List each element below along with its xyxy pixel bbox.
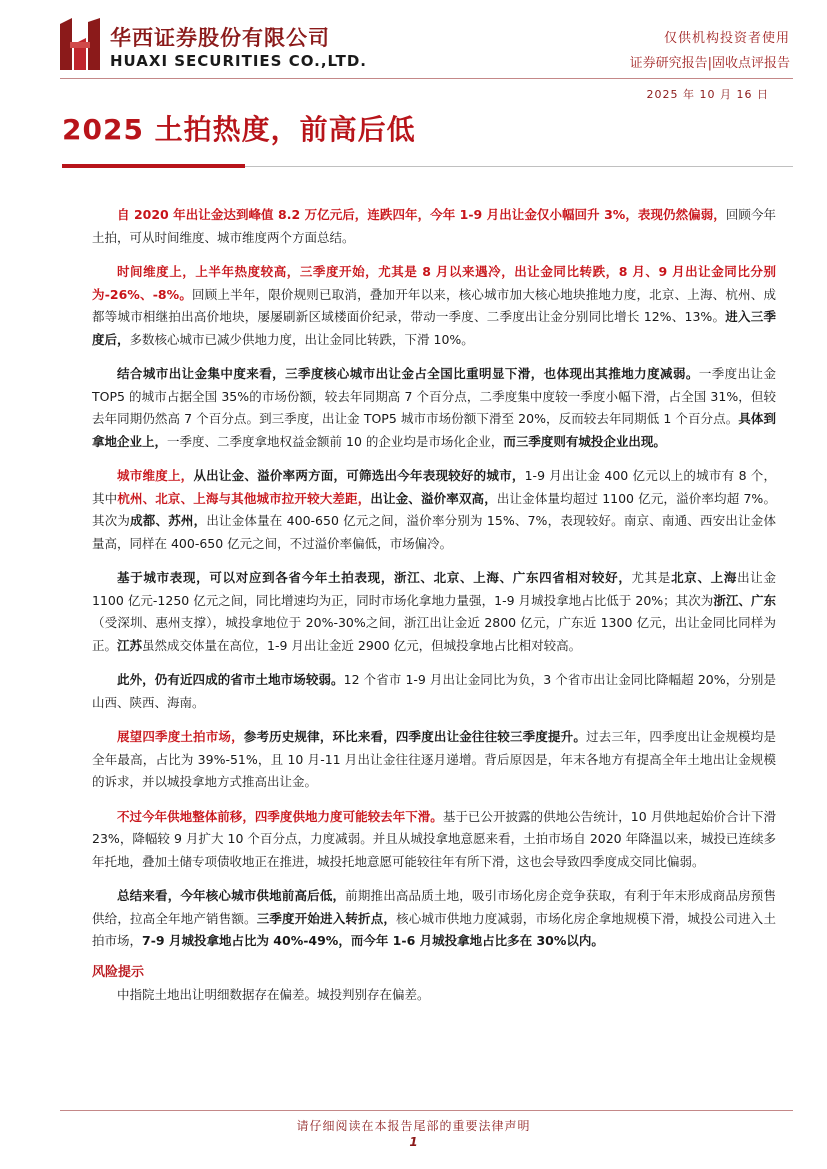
bold-text: 三季度开始进入转折点， bbox=[256, 910, 397, 926]
bold-text: 江苏 bbox=[117, 637, 143, 653]
body-text: 前期推出高品质土地，吸引市场化房企竞争获取，有利于年末形成商品房预售供给，拉高全年地产销售额。 bbox=[92, 888, 776, 926]
body-text: 基于已公开披露的供地公告统计，10 月供地起始价合计下滑 23%，降幅较 9 月扩大 10 个百分点，力度减弱。并且从城投拿地意愿来看，土拍市场自 2020 年降温以来，城投已连续多年托地，叠加土储专项债收地正在推进，城投托地意愿可能较往年有所下滑，这也会导致四季度成交同比偏弱。 bbox=[92, 808, 776, 869]
paragraph bbox=[92, 204, 776, 249]
body-text: 核心城市供地力度减弱，市场化房企拿地规模下滑，城投公司进入土拍市场， bbox=[92, 910, 776, 948]
legal-notice: 请仔细阅读在本报告尾部的重要法律声明 bbox=[296, 1119, 531, 1133]
body-text: 1-9 月出让金 400 亿元以上的城市有 8 个，其中 bbox=[92, 468, 776, 506]
body-text: 出让金体量均超过 1100 亿元，溢价率均超 7%。其次为 bbox=[92, 490, 776, 528]
bold-text: 从出让金、溢价率两方面，可筛选出今年表现较好的城市， bbox=[193, 468, 525, 483]
bold-text: 基于城市表现，可以对应到各省今年土拍表现，浙江、北京、上海、广东四省相对较好， bbox=[117, 570, 632, 585]
bold-text: 北京、上海 bbox=[671, 570, 738, 585]
paragraph bbox=[92, 363, 776, 453]
page-number: 1 bbox=[409, 1135, 418, 1149]
paragraph bbox=[92, 806, 776, 874]
report-date: 2025 年 10 月 16 日 bbox=[646, 88, 769, 101]
body-text: 一季度出让金 TOP5 的城市占据全国 35%的市场份额，较去年同期高 7 个百分点，二季度集中度较一季度小幅下滑，占全国 31%，但较去年同期仍然高 7 个百分点。到三季度，出让金 TOP5 城市市场份额下滑至 20%，反而较去年同期低 1 个百分点。 bbox=[92, 366, 776, 426]
highlight-text: 时间维度上，上半年热度较高，三季度开始，尤其是 8 月以来遇冷，出让金同比转跌，8 月、9 月出让金同比分别为-26%、-8%。 bbox=[92, 264, 776, 302]
bold-text: 浙江、广东 bbox=[713, 592, 776, 608]
title-accent-rule bbox=[62, 164, 245, 168]
bold-text: 此外，仍有近四成的省市土地市场较弱。 bbox=[117, 672, 344, 687]
risk-title: 风险提示 bbox=[92, 965, 145, 980]
page-title: 2025 土拍热度，前高后低 bbox=[62, 113, 416, 146]
bold-text: 进入三季度后， bbox=[92, 309, 776, 347]
paragraph bbox=[92, 726, 776, 794]
highlight-text: 不过今年供地整体前移，四季度供地力度可能较去年下滑。 bbox=[117, 808, 443, 824]
body-text: 一季度、二季度拿地权益金额前 10 的企业均是市场化企业， bbox=[167, 433, 504, 449]
body-text: 过去三年，四季度出让金规模均是全年最高，占比为 39%-51%，且 10 月-11 月出让金往往逐月递增。背后原因是，年末各地方有提高全年土地出让金规模的诉求，并以城投拿地方式推高出让金。 bbox=[92, 729, 776, 789]
highlight-text: 自 2020 年出让金达到峰值 8.2 万亿元后，连跌四年，今年 1-9 月出让金仅小幅回升 3%，表现仍然偏弱， bbox=[117, 207, 726, 222]
highlight-text: 杭州、北京、上海与其他城市拉开较大差距， bbox=[117, 490, 371, 506]
body-text: 12 个省市 1-9 月出让金同比为负，3 个省市出让金同比降幅超 20%，分别是山西、陕西、海南。 bbox=[92, 672, 776, 710]
paragraph bbox=[92, 567, 776, 657]
paragraph bbox=[92, 669, 776, 714]
audience-note: 仅供机构投资者使用 bbox=[663, 31, 790, 46]
footer-divider bbox=[60, 1110, 793, 1111]
bold-text: 具体到拿地企业上， bbox=[92, 411, 776, 449]
huaxi-logo-icon bbox=[60, 18, 100, 70]
body-text: 多数核心城市已减少供地力度，出让金同比转跌，下滑 10%。 bbox=[129, 331, 474, 347]
body-text: 出让金体量在 400-650 亿元之间，溢价率分别为 15%、7%，表现较好。南京、南通、西安出让金体量高，同样在 400-650 亿元之间，不过溢价率偏低，市场偏冷。 bbox=[92, 513, 776, 551]
risk-text: 中指院土地出让明细数据存在偏差。城投判别存在偏差。 bbox=[117, 987, 430, 1002]
paragraph bbox=[92, 465, 776, 555]
report-body bbox=[92, 204, 776, 953]
bold-text: 而三季度则有城投企业出现。 bbox=[503, 433, 666, 449]
brand-name-en: HUAXI SECURITIES CO.,LTD. bbox=[110, 52, 367, 70]
bold-text: 成都、苏州， bbox=[130, 513, 207, 528]
header-divider bbox=[60, 78, 793, 79]
body-text: 虽然成交体量在高位，1-9 月出让金近 2900 亿元，但城投拿地占比相对较高。 bbox=[142, 637, 582, 653]
brand-name-cn: 华西证券股份有限公司 bbox=[110, 26, 330, 50]
paragraph bbox=[92, 885, 776, 953]
title-divider bbox=[245, 166, 793, 167]
bold-text: 7-9 月城投拿地占比为 40%-49%，而今年 1-6 月城投拿地占比多在 30%以内。 bbox=[142, 933, 604, 948]
bold-text: 参考历史规律，环比来看，四季度出让金往往较三季度提升。 bbox=[243, 729, 587, 744]
highlight-text: 城市维度上， bbox=[117, 468, 194, 483]
body-text: 出让金 1100 亿元-1250 亿元之间，同比增速均为正，同时市场化拿地力量强，1-9 月城投拿地占比低于 20%；其次为 bbox=[92, 570, 776, 608]
report-type: 证券研究报告|固收点评报告 bbox=[629, 56, 790, 71]
paragraph bbox=[92, 261, 776, 351]
body-text: （受深圳、惠州支撑），城投拿地位于 20%-30%之间，浙江出让金近 2800 亿元，广东近 1300 亿元，出让金同比同样为正。 bbox=[92, 615, 776, 653]
body-text: 回顾今年土拍，可从时间维度、城市维度两个方面总结。 bbox=[92, 207, 776, 245]
bold-text: 结合城市出让金集中度来看，三季度核心城市出让金占全国比重明显下滑，也体现出其推地力度减弱。 bbox=[117, 366, 699, 381]
bold-text: 总结来看，今年核心城市供地前高后低， bbox=[117, 888, 346, 903]
body-text: 尤其是 bbox=[631, 570, 672, 585]
highlight-text: 展望四季度土拍市场， bbox=[117, 729, 244, 744]
body-text: 回顾上半年，限价规则已取消，叠加开年以来，核心城市加大核心地块推地力度，北京、上海、杭州、成都等城市相继拍出高价地块，屡屡刷新区域楼面价纪录，带动一季度、二季度出让金分别同比增长 12%、13%。 bbox=[92, 286, 776, 324]
bold-text: 出让金、溢价率双高， bbox=[370, 490, 497, 506]
